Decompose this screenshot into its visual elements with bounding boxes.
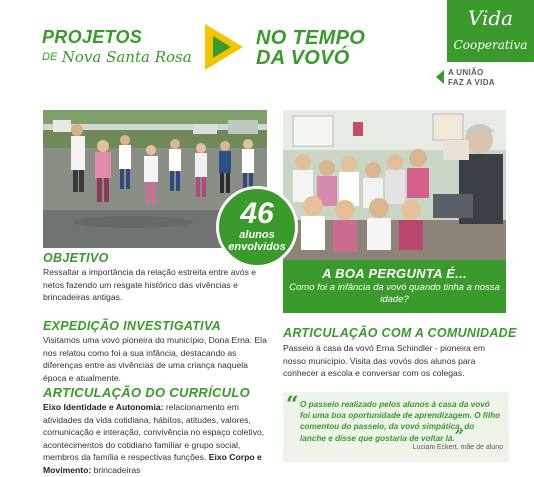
expedition-title: EXPEDIÇÃO INVESTIGATIVA <box>43 319 221 333</box>
program-tag-text <box>448 68 495 88</box>
students-count-badge <box>216 186 298 268</box>
vida-subtitle: Cooperativa <box>453 38 528 52</box>
tag-line-2: FAZ A VIDA <box>448 78 495 87</box>
projects-label: PROJETOS <box>42 27 143 47</box>
curriculum-tail: brincadeiras <box>91 464 141 475</box>
students-count: 46 <box>240 197 274 230</box>
community-body: Passeio à casa da vovó Erna Schindler - pioneira em nosso município. Visita das vovós dos alunos para conhecer a escola e conversar com os colegas. <box>283 343 486 379</box>
quote-body: O passeio realizado pelos alunos à casa da vovó foi uma boa oportunidade de aprendizagem. O filho comentou do passeio, da vovó simpática, do lanche e disse que gostaria de voltar lá. <box>300 400 501 443</box>
play-arrow-icon <box>205 24 243 70</box>
good-question-title: A BOA PERGUNTA É... <box>322 266 467 281</box>
good-question-text: Como foi a infância da vovó quando tinha a nossa idade? <box>289 282 500 305</box>
vida-cooperativa-logo <box>447 0 534 62</box>
expedition-body: Visitamos uma vovó pioneira do município, Dona Erna. Ela nos relatou como foi a sua infância, destacando as diferenças entre as vivências de uma criança naquela época e atualmente. <box>43 335 267 383</box>
open-quote-icon: “ <box>286 392 299 418</box>
curriculum-lead: Eixo Identidade e Autonomia: <box>43 402 164 412</box>
article-title-line2: DA VOVÓ <box>256 47 350 69</box>
article-title <box>256 28 396 68</box>
photo-children-with-grandmother <box>283 110 506 260</box>
badge-line1: alunos <box>239 229 275 241</box>
curriculum-tail-lead: Eixo Corpo e Movimento: <box>43 452 262 475</box>
objective-title: OBJETIVO <box>43 251 109 265</box>
curriculum-body <box>43 401 271 477</box>
project-title <box>42 28 202 67</box>
parent-quote <box>283 392 509 462</box>
quote-text <box>300 399 502 444</box>
tag-line-1: A UNIÃO <box>448 68 484 77</box>
community-title: ARTICULAÇÃO COM A COMUNIDADE <box>283 326 517 340</box>
close-quote-icon: ” <box>454 426 464 445</box>
curriculum-title: ARTICULAÇÃO DO CURRÍCULO <box>43 385 251 400</box>
badge-line2: envolvidos <box>228 241 286 253</box>
objective-body: Ressaltar a importância da relação estreita entre avós e netos fazendo um resgate histórico das vivências e brincadeiras antigas. <box>43 267 257 303</box>
location-name: Nova Santa Rosa <box>61 48 192 66</box>
triangle-left-icon <box>436 70 444 84</box>
project-location <box>42 48 202 67</box>
good-question-box <box>283 260 506 313</box>
vida-title: Vida <box>467 6 514 30</box>
quote-author: Luciani Eckert, mãe de aluno <box>412 444 503 451</box>
article-title-line1: NO TEMPO <box>256 27 366 49</box>
location-prefix: DE <box>42 51 58 63</box>
curriculum-text: relacionamento em atividades da vida cotidiana, hábitos, atitudes, valores, comunicação e interação, convivência no espaço coletivo, acontecimentos do cotidiano familiar e grupo social, membros da família e respectivas funções. <box>43 402 265 463</box>
